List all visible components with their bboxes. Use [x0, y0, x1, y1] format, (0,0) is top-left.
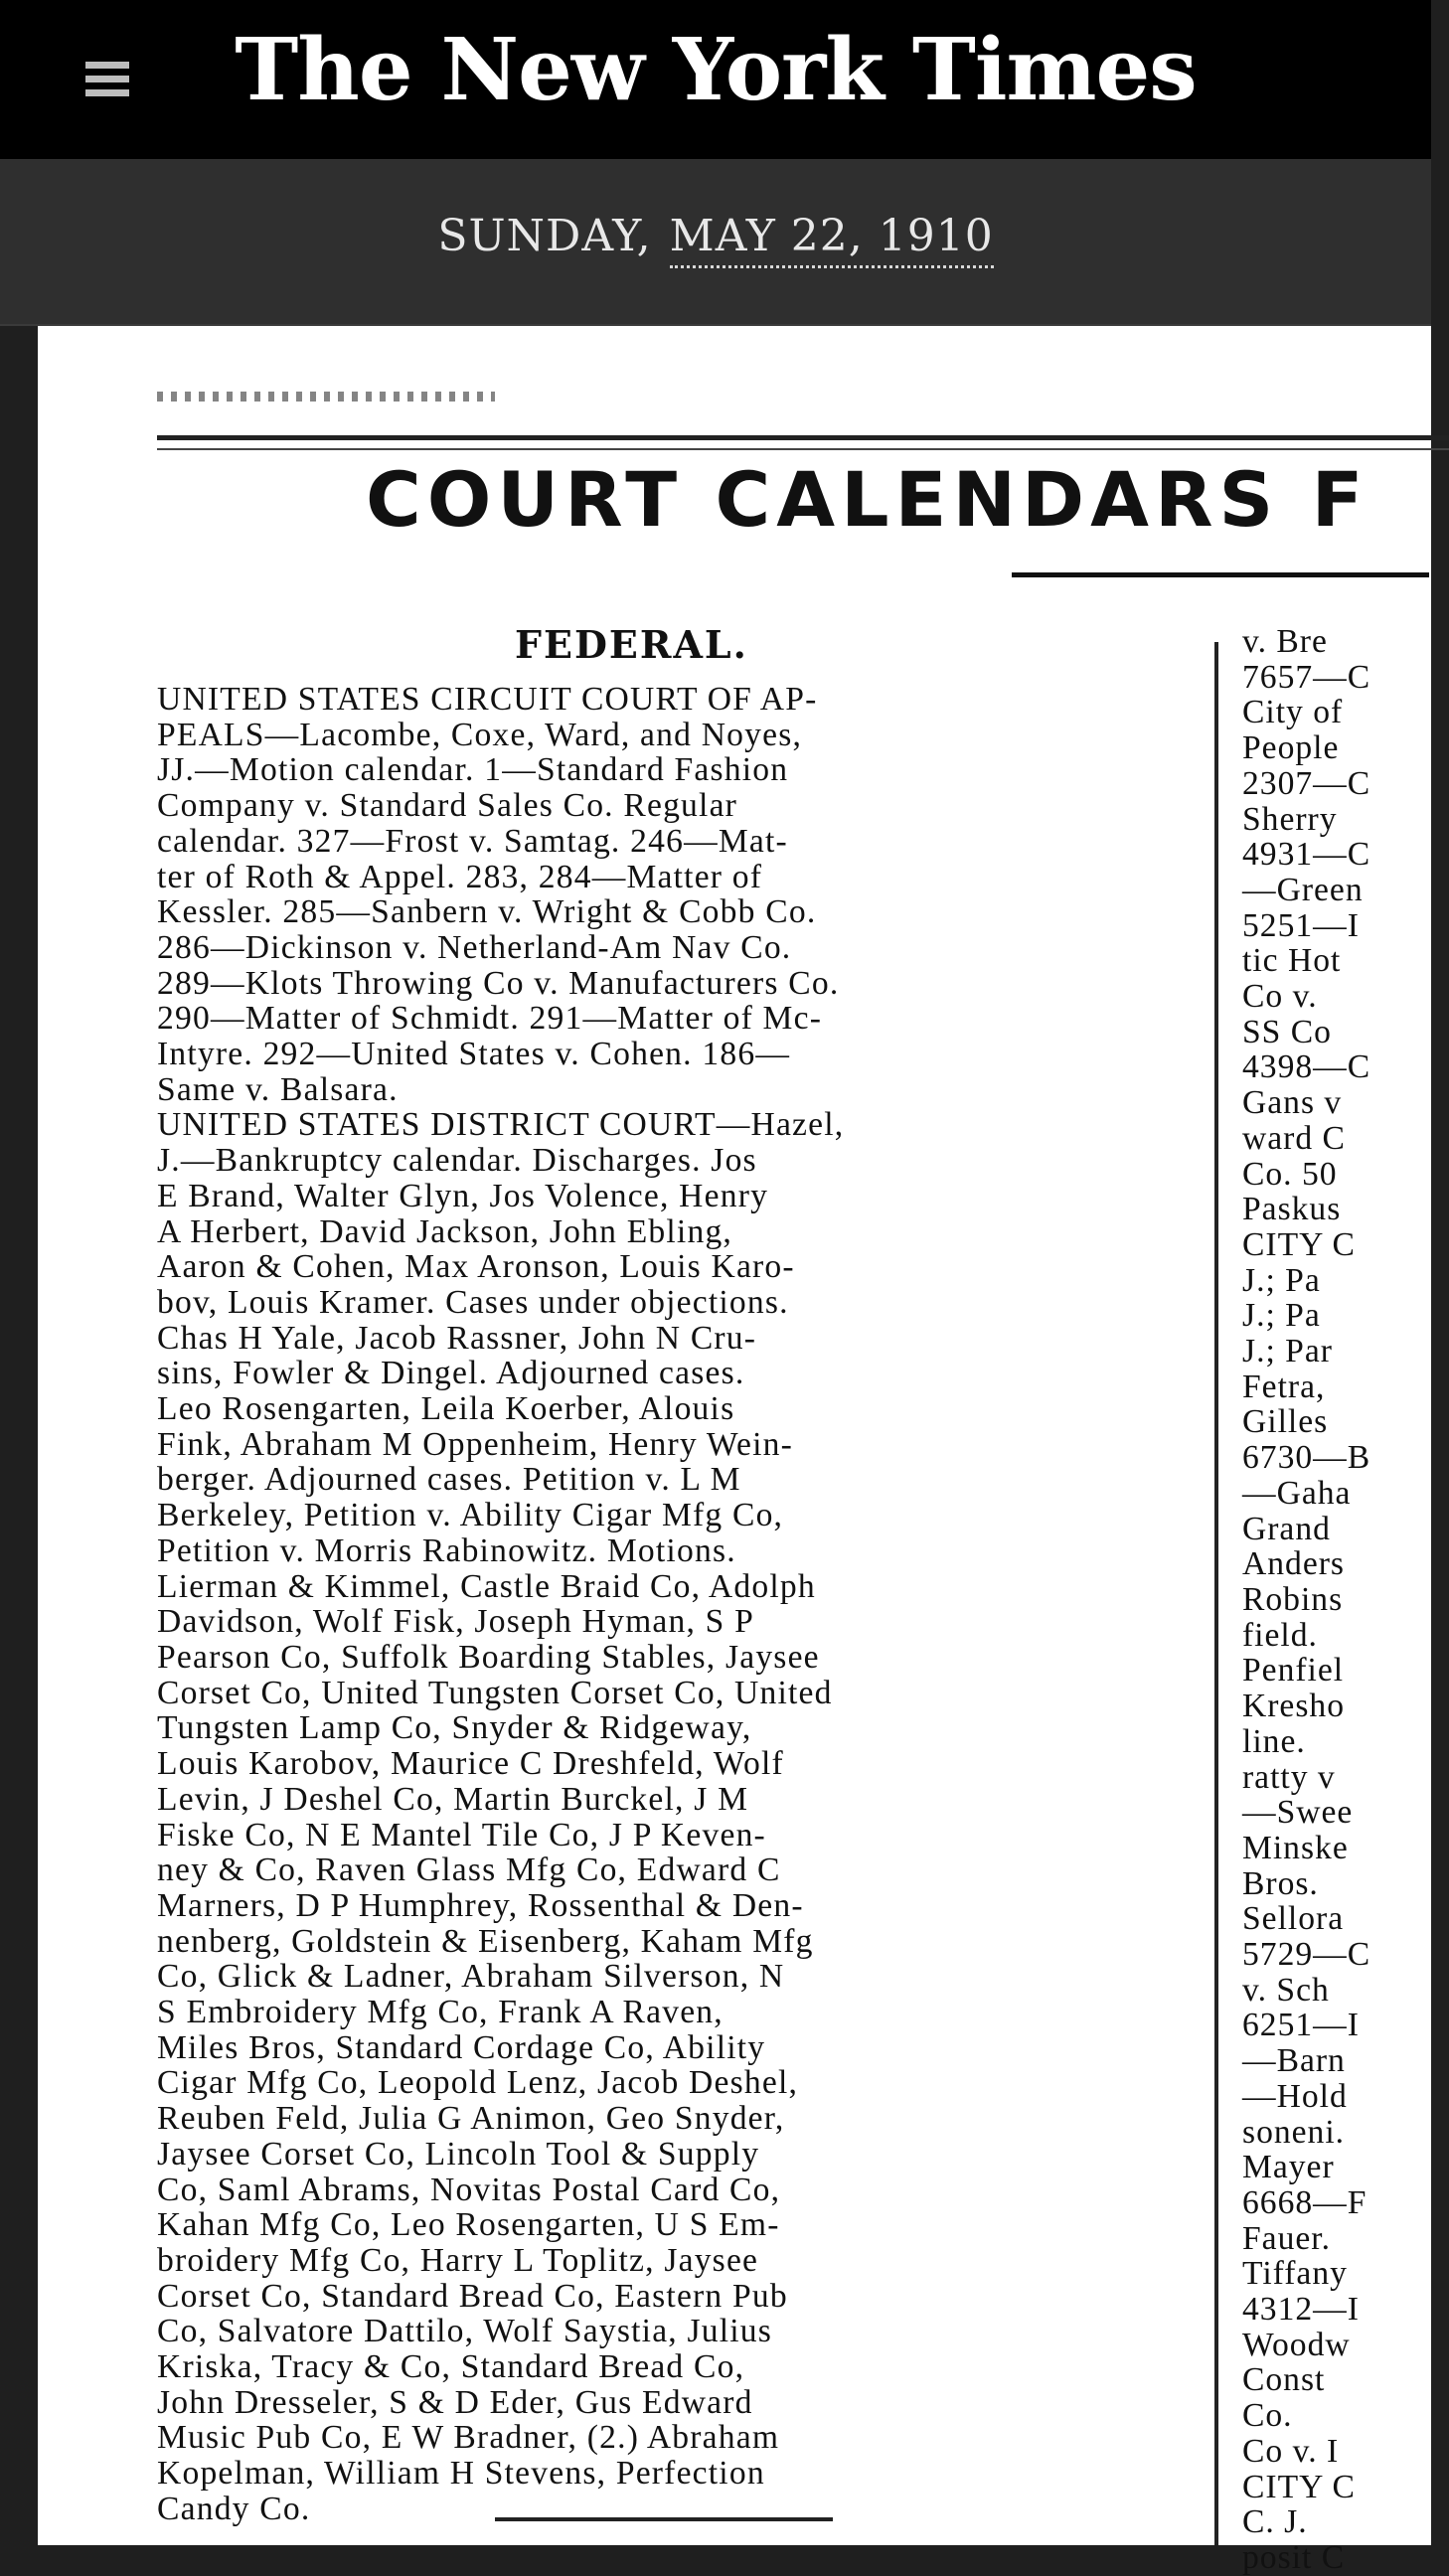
right-column-line: Kresho	[1242, 1688, 1345, 1725]
article-line: PEALS—Lacombe, Coxe, Ward, and Noyes,	[157, 716, 803, 753]
date-bar	[0, 159, 1431, 326]
article-line: broidery Mfg Co, Harry L Toplitz, Jaysee	[157, 2241, 759, 2279]
right-column-line: posit C	[1242, 2538, 1346, 2576]
right-column-line: 4312—I	[1242, 2291, 1360, 2329]
article-line: Pearson Co, Suffolk Boarding Stables, Jaysee	[157, 1638, 820, 1676]
article-line: 289—Klots Throwing Co v. Manufacturers Co.	[157, 964, 840, 1002]
article-line: Aaron & Cohen, Max Aronson, Louis Karo-	[157, 1248, 795, 1286]
right-column-line: Penfiel	[1242, 1652, 1345, 1690]
issue-date	[0, 211, 1431, 261]
article-line: Petition v. Morris Rabinowitz. Motions.	[157, 1531, 736, 1569]
right-column-line: Fauer.	[1242, 2219, 1331, 2257]
right-column-line: —Gaha	[1242, 1474, 1352, 1512]
right-column-line: 6251—I	[1242, 2007, 1360, 2044]
article-line: UNITED STATES DISTRICT COURT—Hazel,	[157, 1106, 845, 1144]
right-column-line: —Hold	[1242, 2077, 1348, 2115]
right-column-line: Sherry	[1242, 800, 1338, 838]
article-line: Lierman & Kimmel, Castle Braid Co, Adolph	[157, 1567, 816, 1605]
article-line: Louis Karobov, Maurice C Dreshfeld, Wolf	[157, 1745, 784, 1783]
right-column-line: Woodw	[1242, 2326, 1351, 2363]
right-column-line: Robins	[1242, 1580, 1344, 1618]
right-column-line: CITY C	[1242, 2468, 1356, 2505]
article-line: Marners, D P Humphrey, Rossenthal & Den-	[157, 1886, 804, 1924]
article-line: Kahan Mfg Co, Leo Rosengarten, U S Em-	[157, 2206, 780, 2244]
right-column-line: C. J.	[1242, 2503, 1308, 2541]
article-line: Berkeley, Petition v. Ability Cigar Mfg Co,	[157, 1497, 784, 1534]
article-line: Cigar Mfg Co, Leopold Lenz, Jacob Deshel,	[157, 2064, 799, 2102]
right-column-line: v. Sch	[1242, 1971, 1330, 2009]
right-column-line: 6668—F	[1242, 2183, 1368, 2221]
day-of-week: SUNDAY,	[437, 211, 652, 261]
right-column-line: 6730—B	[1242, 1439, 1371, 1477]
end-rule	[495, 2517, 833, 2521]
top-navigation-bar	[0, 0, 1431, 159]
right-column-line: Gans v	[1242, 1084, 1343, 1122]
article-line: berger. Adjourned cases. Petition v. L M	[157, 1461, 741, 1499]
right-column-line: Co v. I	[1242, 2432, 1340, 2470]
right-column-line: v. Bre	[1242, 623, 1328, 660]
right-column-line: 5251—I	[1242, 906, 1360, 944]
article-line: Candy Co.	[157, 2490, 311, 2527]
right-column-line: J.; Pa	[1242, 1261, 1321, 1299]
nyt-logo[interactable]: The New York Times	[235, 20, 1197, 120]
right-column-line: —Barn	[1242, 2042, 1346, 2080]
column-divider	[1214, 642, 1218, 2545]
right-column-line: 2307—C	[1242, 764, 1371, 802]
right-column	[1242, 624, 1441, 2576]
article-line: Kopelman, William H Stevens, Perfection	[157, 2455, 765, 2493]
article-line: Kriska, Tracy & Co, Standard Bread Co,	[157, 2348, 745, 2386]
top-rule	[157, 435, 1449, 440]
right-column-line: tic Hot	[1242, 942, 1342, 980]
article-line: Same v. Balsara.	[157, 1070, 399, 1108]
article-line: Davidson, Wolf Fisk, Joseph Hyman, S P	[157, 1603, 755, 1641]
article-line: Fiske Co, N E Mantel Tile Co, J P Keven-	[157, 1816, 766, 1853]
article-line: Jaysee Corset Co, Lincoln Tool & Supply	[157, 2135, 760, 2173]
right-column-line: field.	[1242, 1616, 1318, 1654]
right-column-line: People	[1242, 729, 1340, 767]
right-column-line: Sellora	[1242, 1900, 1345, 1938]
article-line: S Embroidery Mfg Co, Frank A Raven,	[157, 1994, 724, 2031]
article-line: E Brand, Walter Glyn, Jos Volence, Henry	[157, 1177, 769, 1214]
right-column-line: 4931—C	[1242, 836, 1371, 874]
article-line: Company v. Standard Sales Co. Regular	[157, 787, 738, 825]
article-line: sins, Fowler & Dingel. Adjourned cases.	[157, 1355, 745, 1392]
right-column-line: Const	[1242, 2361, 1326, 2399]
right-column-line: 7657—C	[1242, 658, 1371, 696]
article-line: J.—Bankruptcy calendar. Discharges. Jos	[157, 1142, 757, 1180]
right-column-line: Co v.	[1242, 978, 1318, 1016]
article-line: ter of Roth & Appel. 283, 284—Matter of	[157, 858, 763, 895]
article-line: 290—Matter of Schmidt. 291—Matter of Mc-	[157, 1000, 823, 1038]
right-column-line: ratty v	[1242, 1758, 1336, 1796]
right-column-line: Fetra,	[1242, 1368, 1326, 1405]
right-column-line: SS Co	[1242, 1013, 1332, 1050]
scan-noise	[157, 392, 495, 402]
headline-rule	[1012, 572, 1429, 577]
article-line: Fink, Abraham M Oppenheim, Henry Wein-	[157, 1425, 794, 1463]
article-line: Intyre. 292—United States v. Cohen. 186—	[157, 1036, 791, 1073]
right-column-line: ward C	[1242, 1119, 1346, 1157]
article-line: 286—Dickinson v. Netherland-Am Nav Co.	[157, 928, 792, 966]
article-line: Co, Salvatore Dattilo, Wolf Saystia, Julius	[157, 2313, 773, 2350]
article-line: Corset Co, Standard Bread Co, Eastern Pub	[157, 2277, 788, 2315]
article-line: bov, Louis Kramer. Cases under objections.	[157, 1283, 789, 1321]
right-column-line: 4398—C	[1242, 1048, 1371, 1086]
issue-date-link[interactable]: MAY 22, 1910	[670, 211, 994, 268]
right-column-line: Co.	[1242, 2397, 1293, 2435]
article-line: JJ.—Motion calendar. 1—Standard Fashion	[157, 751, 789, 789]
right-column-line: J.; Par	[1242, 1333, 1333, 1370]
right-column-line: line.	[1242, 1722, 1306, 1760]
article-line: Leo Rosengarten, Leila Koerber, Alouis	[157, 1390, 735, 1428]
right-column-line: Paskus	[1242, 1191, 1342, 1228]
right-column-line: soneni.	[1242, 2113, 1346, 2151]
right-column-line: Grand	[1242, 1510, 1331, 1547]
right-column-line: City of	[1242, 694, 1344, 731]
article-line: John Dresseler, S & D Eder, Gus Edward	[157, 2383, 753, 2421]
right-column-line: Tiffany	[1242, 2255, 1348, 2293]
article-line: ney & Co, Raven Glass Mfg Co, Edward C	[157, 1852, 781, 1889]
right-column-line: Gilles	[1242, 1403, 1329, 1441]
article-line: nenberg, Goldstein & Eisenberg, Kaham Mfg	[157, 1922, 814, 1960]
right-column-line: Bros.	[1242, 1864, 1319, 1902]
top-rule-thin	[157, 448, 1449, 450]
article-line: Tungsten Lamp Co, Snyder & Ridgeway,	[157, 1709, 752, 1747]
right-column-line: Anders	[1242, 1545, 1345, 1583]
article-line: Music Pub Co, E W Bradner, (2.) Abraham	[157, 2419, 780, 2457]
right-column-line: —Green	[1242, 871, 1364, 908]
article-line: Corset Co, United Tungsten Corset Co, United	[157, 1674, 833, 1711]
article-line: calendar. 327—Frost v. Samtag. 246—Mat-	[157, 822, 788, 860]
article-scan[interactable]	[38, 326, 1431, 2576]
article-line: Kessler. 285—Sanbern v. Wright & Cobb Co.	[157, 893, 817, 931]
section-title: FEDERAL.	[515, 622, 748, 667]
right-column-line: Minske	[1242, 1829, 1349, 1866]
right-column-line: 5729—C	[1242, 1936, 1371, 1974]
right-column-line: J.; Pa	[1242, 1297, 1321, 1335]
article-headline: COURT CALENDARS F	[366, 455, 1369, 544]
right-column-line: —Swee	[1242, 1794, 1354, 1832]
article-line: Co, Glick & Ladner, Abraham Silverson, N	[157, 1958, 785, 1996]
article-line: Reuben Feld, Julia G Animon, Geo Snyder,	[157, 2100, 785, 2138]
right-column-line: Mayer	[1242, 2149, 1335, 2186]
right-column-line: Co. 50	[1242, 1155, 1338, 1193]
article-line: UNITED STATES CIRCUIT COURT OF AP-	[157, 681, 818, 718]
article-line: Levin, J Deshel Co, Martin Burckel, J M	[157, 1780, 749, 1818]
article-line: Co, Saml Abrams, Novitas Postal Card Co,	[157, 2171, 781, 2208]
right-column-line: CITY C	[1242, 1225, 1356, 1263]
article-body	[157, 682, 1210, 2527]
article-line: Miles Bros, Standard Cordage Co, Ability	[157, 2028, 766, 2066]
article-line: Chas H Yale, Jacob Rassner, John N Cru-	[157, 1319, 757, 1357]
article-line: A Herbert, David Jackson, John Ebling,	[157, 1212, 733, 1250]
